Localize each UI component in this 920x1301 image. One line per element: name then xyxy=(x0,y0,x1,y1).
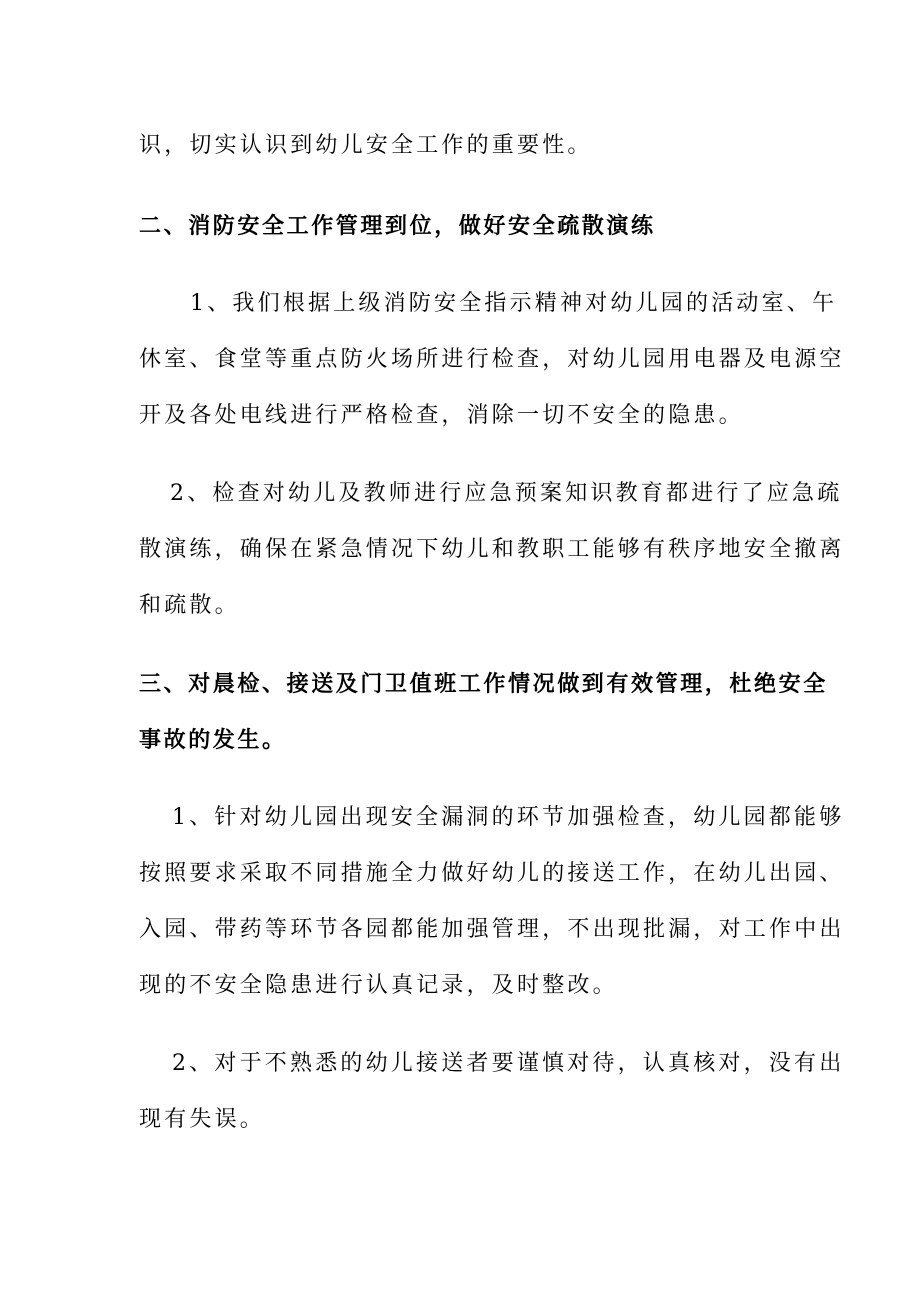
section-heading-3: 三、对晨检、接送及门卫值班工作情况做到有效管理，杜绝安全 xyxy=(139,671,828,697)
section-heading-2: 二、消防安全工作管理到位，做好安全疏散演练 xyxy=(139,213,656,239)
paragraph-line: 现有失误。 xyxy=(139,1107,266,1132)
paragraph-line: 和疏散。 xyxy=(139,593,240,618)
paragraph-line: 开及各处电线进行严格检查，消除一切不安全的隐患。 xyxy=(139,403,744,428)
paragraph-line: 按照要求采取不同措施全力做好幼儿的接送工作，在幼儿出园、 xyxy=(139,861,845,886)
paragraph-line: 散演练，确保在紧急情况下幼儿和教职工能够有秩序地安全撤离 xyxy=(139,537,845,562)
paragraph-line: 1、针对幼儿园出现安全漏洞的环节加强检查，幼儿园都能够 xyxy=(172,805,845,830)
paragraph-line: 休室、食堂等重点防火场所进行检查，对幼儿园用电器及电源空 xyxy=(139,347,845,372)
paragraph-line: 1、我们根据上级消防安全指示精神对幼儿园的活动室、午 xyxy=(190,291,838,316)
paragraph-line: 2、检查对幼儿及教师进行应急预案知识教育都进行了应急疏 xyxy=(170,481,843,506)
paragraph-line-continuation: 识，切实认识到幼儿安全工作的重要性。 xyxy=(139,133,593,158)
paragraph-line: 2、对于不熟悉的幼儿接送者要谨慎对待，认真核对，没有出 xyxy=(172,1051,845,1076)
section-heading-3-continuation: 事故的发生。 xyxy=(139,727,287,753)
paragraph-line: 入园、带药等环节各园都能加强管理，不出现批漏，对工作中出 xyxy=(139,917,845,942)
paragraph-line: 现的不安全隐患进行认真记录，及时整改。 xyxy=(139,973,618,998)
